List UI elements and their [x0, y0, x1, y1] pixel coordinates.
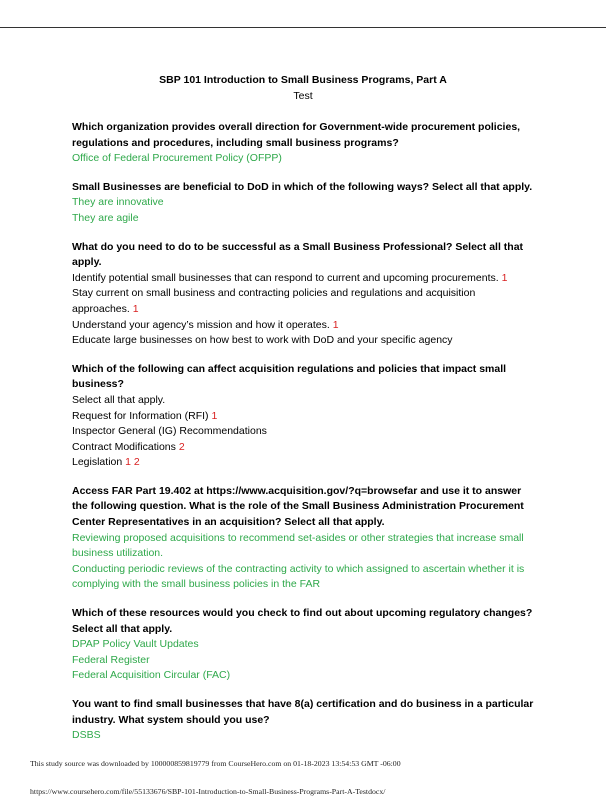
question-text: What do you need to do to be successful as a Small Business Professional? Select all that apply. — [72, 240, 524, 269]
option-text: Understand your agency’s mission and how it operates. — [72, 318, 330, 331]
option-line — [72, 424, 534, 440]
option-line — [72, 440, 534, 456]
answer-text: They are innovative — [72, 196, 164, 209]
score-mark: 1 2 — [125, 456, 140, 469]
option-line — [72, 286, 534, 317]
question-block — [72, 606, 534, 684]
question-text: Small Businesses are beneficial to DoD in which of the following ways? Select all that apply. — [72, 180, 533, 193]
option-line — [72, 333, 534, 349]
answer-text: Office of Federal Procurement Policy (OFPP) — [72, 152, 282, 165]
answer-text: Conducting periodic reviews of the contracting activity to which assigned to ascertain whether it is complying with the small business policies in the FAR — [72, 562, 525, 591]
answer-line — [72, 668, 534, 684]
answer-text: DSBS — [72, 729, 101, 742]
option-text: Educate large businesses on how best to work with DoD and your specific agency — [72, 334, 453, 347]
question-block — [72, 180, 534, 227]
question-block — [72, 697, 534, 744]
question-block — [72, 362, 534, 471]
answer-text: DPAP Policy Vault Updates — [72, 638, 199, 651]
answer-line — [72, 151, 534, 167]
option-line — [72, 393, 534, 409]
answer-line — [72, 195, 534, 211]
option-text: Stay current on small business and contracting policies and regulations and acquisition approaches. — [72, 287, 476, 315]
answer-line — [72, 562, 534, 593]
answer-line — [72, 211, 534, 227]
score-mark: 1 — [501, 271, 508, 284]
answer-line — [72, 531, 534, 562]
question-text: Which of the following can affect acquisition regulations and policies that impact small business? — [72, 362, 507, 391]
document-title: SBP 101 Introduction to Small Business Programs, Part A — [159, 74, 447, 86]
document-subtitle: Test — [293, 90, 313, 102]
answer-text: Federal Acquisition Circular (FAC) — [72, 669, 231, 682]
option-text: Legislation — [72, 456, 123, 469]
question-text: Which of these resources would you check to find out about upcoming regulatory changes? Select all that apply. — [72, 607, 533, 635]
answer-line — [72, 728, 534, 744]
option-text: Identify potential small businesses that can respond to current and upcoming procurements. — [72, 271, 499, 284]
answer-text: Federal Register — [72, 653, 150, 666]
question-text: Which organization provides overall direction for Government-wide procurement policies, regulations and procedures, including small business programs? — [72, 121, 521, 149]
option-text: Select all that apply. — [72, 393, 166, 406]
option-text: Contract Modifications — [72, 440, 176, 453]
option-text: Inspector General (IG) Recommendations — [72, 425, 267, 438]
answer-line — [72, 653, 534, 669]
question-text: You want to find small businesses that have 8(a) certification and do business in a particular industry. What system should you use? — [72, 698, 534, 726]
option-text: Request for Information (RFI) — [72, 409, 209, 422]
question-text: Access FAR Part 19.402 at https://www.acquisition.gov/?q=browsefar and use it to answer the following question. What is the role of the Small Business Administration Procurement Center Representatives in an acquisition? Select all that apply. — [72, 484, 524, 529]
question-list — [72, 120, 534, 757]
option-line — [72, 409, 534, 425]
top-rule — [0, 27, 606, 28]
option-line — [72, 455, 534, 471]
answer-line — [72, 637, 534, 653]
score-mark: 1 — [132, 302, 139, 315]
option-line — [72, 271, 534, 287]
score-mark: 2 — [178, 440, 185, 453]
answer-text: They are agile — [72, 211, 139, 224]
source-url[interactable]: https://www.coursehero.com/file/55133676/SBP-101-Introduction-to-Small-Business-Programs-Part-A-Testdocx/ — [30, 787, 386, 796]
question-block — [72, 240, 534, 349]
option-line — [72, 318, 534, 334]
score-mark: 1 — [211, 409, 218, 422]
answer-text: Reviewing proposed acquisitions to recommend set-asides or other strategies that increase small business utilization. — [72, 531, 524, 560]
download-note: This study source was downloaded by 100000859819779 from CourseHero.com on 01-18-2023 13:54:53 GMT -06:00 — [30, 759, 401, 768]
question-block — [72, 120, 534, 167]
score-mark: 1 — [332, 318, 339, 331]
question-block — [72, 484, 534, 593]
